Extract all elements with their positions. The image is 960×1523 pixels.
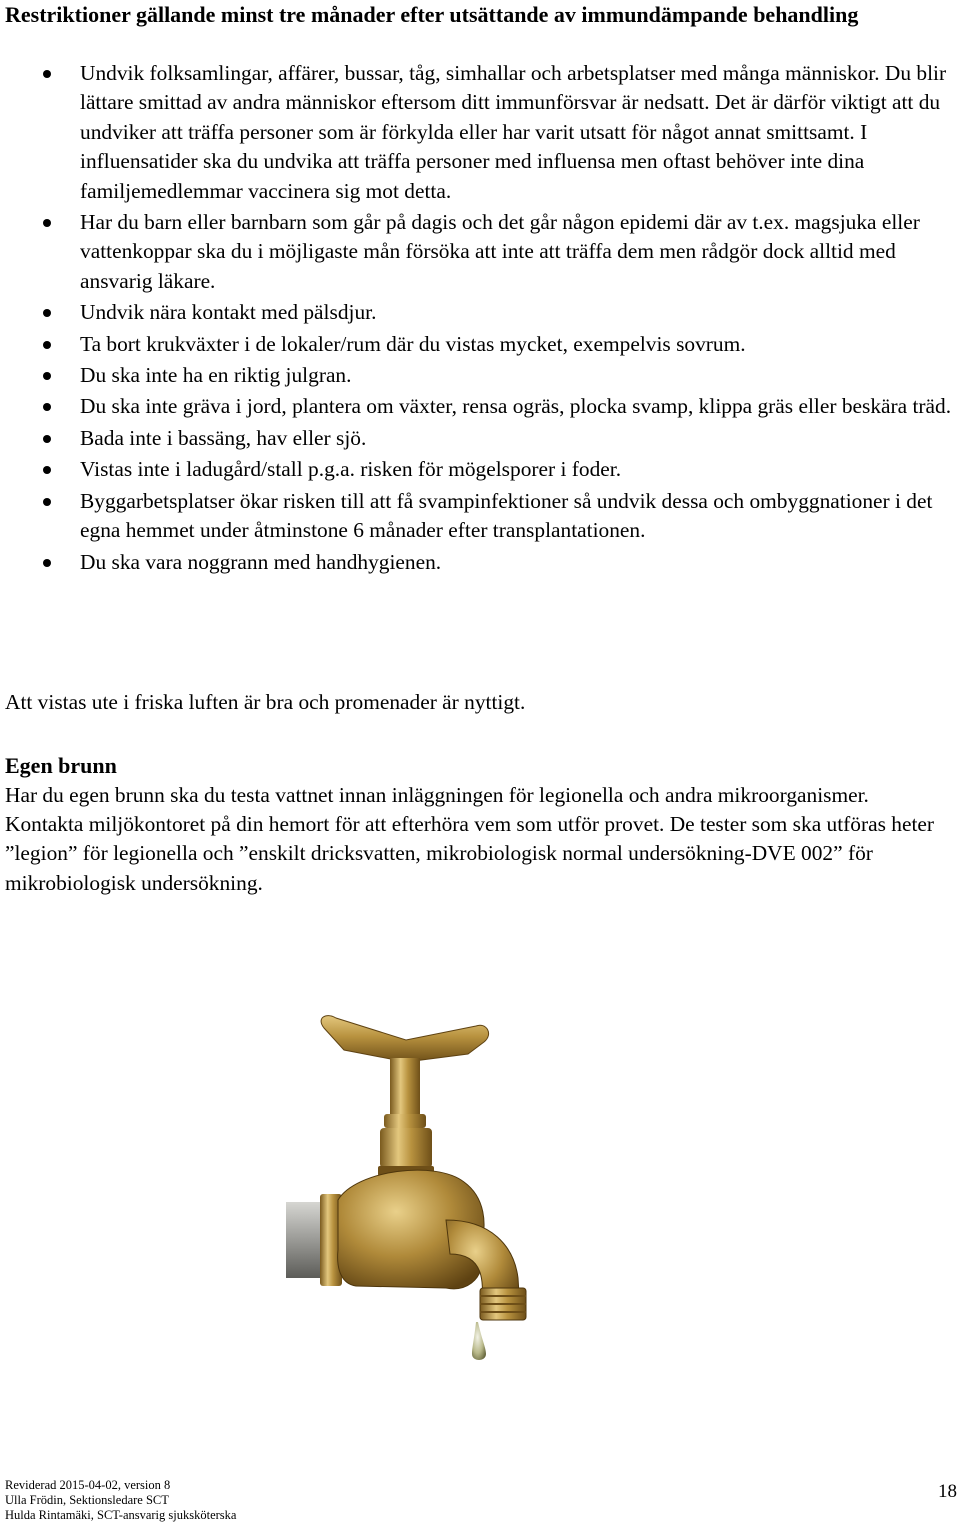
bullet-icon: [43, 70, 51, 78]
list-item: [0, 59, 960, 206]
footer-revision: Reviderad 2015-04-02, version 8: [5, 1478, 171, 1492]
bullet-icon: [43, 466, 51, 474]
bullet-icon: [43, 403, 51, 411]
list-item: [0, 208, 960, 296]
list-item-text: Ta bort krukväxter i de lokaler/rum där du vistas mycket, exempelvis sovrum.: [80, 331, 746, 356]
bullet-icon: [43, 498, 51, 506]
bullet-icon: [43, 559, 51, 567]
list-item-text: Du ska inte gräva i jord, plantera om växter, rensa ogräs, plocka svamp, klippa gräs eller beskära träd.: [80, 394, 952, 419]
restriction-list: [0, 59, 960, 579]
section-heading: Restriktioner gällande minst tre månader efter utsättande av immundämpande behandling: [5, 2, 859, 27]
footer: [5, 1478, 236, 1523]
bullet-icon: [43, 372, 51, 380]
list-item: [0, 330, 960, 359]
bullet-icon: [43, 219, 51, 227]
list-item: [0, 392, 960, 421]
list-item-text: Har du barn eller barnbarn som går på dagis och det går någon epidemi där av t.ex. magsjuka eller vattenkoppar ska du i möjligaste mån försöka att inte att träffa dem men rådgör dock alltid med ansvarig läkare.: [80, 210, 920, 293]
list-item-text: Du ska inte ha en riktig julgran.: [80, 363, 352, 388]
list-item-text: Du ska vara noggrann med handhygienen.: [80, 549, 442, 574]
list-item-text: Vistas inte i ladugård/stall p.g.a. risken för mögelsporer i foder.: [80, 457, 622, 482]
list-item-text: Byggarbetsplatser ökar risken till att få svampinfektioner så undvik dessa och ombyggnationer i det egna hemmet under åtminstone 6 månader efter transplantationen.: [80, 488, 933, 543]
list-item: [0, 455, 960, 484]
list-item: [0, 361, 960, 390]
footer-author-1: Ulla Frödin, Sektionsledare SCT: [5, 1493, 169, 1507]
outdoor-paragraph: Att vistas ute i friska luften är bra och promenader är nyttigt.: [5, 690, 526, 714]
list-item: [0, 424, 960, 453]
water-faucet-icon: [286, 1010, 586, 1370]
page-number: 18: [938, 1481, 957, 1502]
list-item-text: Bada inte i bassäng, hav eller sjö.: [80, 425, 367, 450]
list-item-text: Undvik folksamlingar, affärer, bussar, tåg, simhallar och arbetsplatser med många människor. Du blir lättare smittad av andra människor eftersom ditt immunförsvar är nedsatt. Det är därför viktigt att du undviker att träffa personer som är förkylda eller har varit utsatt för något annat smittsamt. I influensatider ska du undvika att träffa personer med influensa men oftast behöver inte dina familjemedlemmar vaccinera sig mot detta.: [80, 61, 947, 203]
well-paragraph: Har du egen brunn ska du testa vattnet innan inläggningen för legionella och andra mikroorganismer. Kontakta miljökontoret på din hemort för att efterhöra vem som utför provet. De tester som ska utföras heter ”legion” för legionella och ”enskilt dricksvatten, mikrobiologisk normal undersökning-DVE 002” för mikrobiologisk undersökning.: [5, 783, 935, 895]
footer-author-2: Hulda Rintamäki, SCT-ansvarig sjuksköterska: [5, 1508, 237, 1522]
list-item: [0, 298, 960, 327]
list-item-text: Undvik nära kontakt med pälsdjur.: [80, 300, 377, 325]
bullet-icon: [43, 309, 51, 317]
well-heading: Egen brunn: [5, 753, 117, 778]
list-item: [0, 487, 960, 546]
bullet-icon: [43, 435, 51, 443]
list-item: [0, 548, 960, 577]
bullet-icon: [43, 341, 51, 349]
